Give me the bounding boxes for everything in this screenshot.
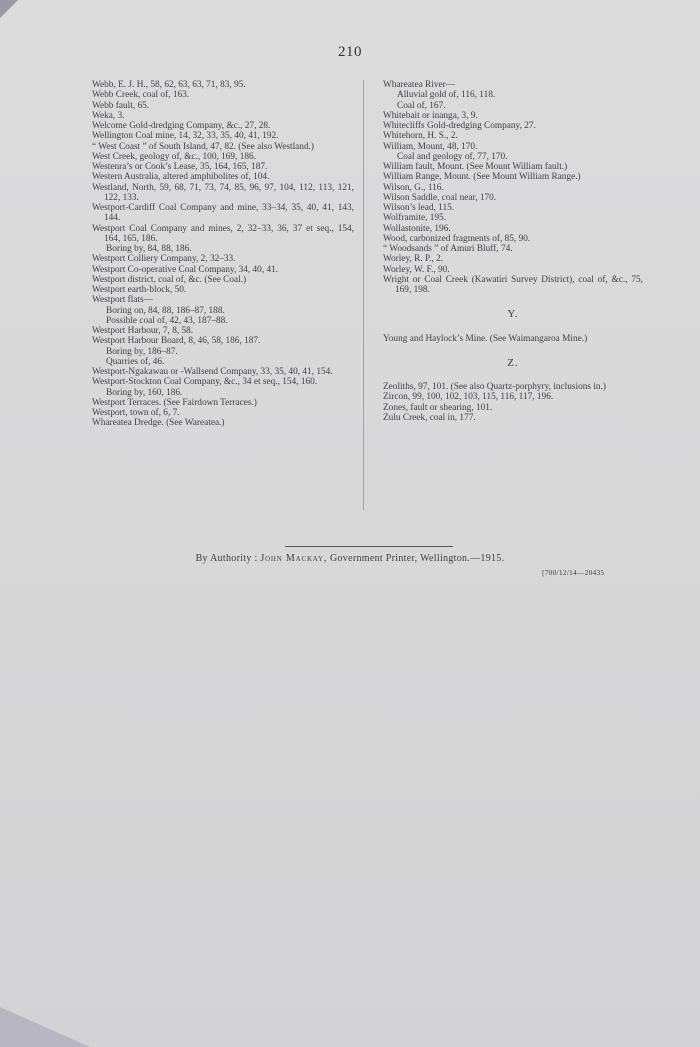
index-subentry: Alluvial gold of, 116, 118. xyxy=(397,90,496,101)
index-entry: Young and Haylock’s Mine. (See Waimangaroa Mine.) xyxy=(383,333,588,344)
index-entry: Webb, E. J. H., 58, 62, 63, 63, 71, 83, 95. xyxy=(92,80,246,90)
index-entry: Wilson Saddle, coal near, 170. xyxy=(383,192,497,203)
index-entry: Wolframite, 195. xyxy=(383,213,447,224)
index-entry: “ West Coast ” of South Island, 47, 82. (See also Westland.) xyxy=(92,141,315,152)
index-entry: Worley, W. F., 90. xyxy=(383,264,450,275)
index-entry: Westport Harbour, 7, 8, 58. xyxy=(92,326,194,336)
imprint-suffix: Government Printer, Wellington.—1915. xyxy=(329,553,505,564)
index-entry: Westport-Stockton Coal Company, &c., 34 et seq., 154, 160. xyxy=(92,377,318,388)
index-entry: Westport-Cardiff Coal Company and mine, 33–34, 35, 40, 41, 143, 144. xyxy=(92,203,354,224)
index-entry: Wright or Coal Creek (Kawatiri Survey District), coal of, &c., 75, 169, 198. xyxy=(383,274,643,295)
index-entry: Whareatea Dredge. (See Wareatea.) xyxy=(92,418,225,429)
index-entry: Zones, fault or shearing, 101. xyxy=(383,402,493,413)
index-entry: Westport, town of, 6, 7. xyxy=(92,408,180,418)
imprint-divider xyxy=(285,546,453,547)
index-entry: Zeoliths, 97, 101. (See also Quartz-porphyry, inclusions in.) xyxy=(383,382,606,392)
column-divider xyxy=(363,80,364,510)
section-letter-y: Y. xyxy=(507,308,519,321)
index-entry: Zulu Creek, coal in, 177. xyxy=(383,412,476,423)
index-entry: Whitehorn, H. S., 2. xyxy=(383,131,458,142)
index-entry: William Range, Mount. (See Mount William Range.) xyxy=(383,172,581,183)
index-entry: Westport flats— xyxy=(92,295,153,306)
printer-imprint xyxy=(0,553,700,564)
index-entry: Whitecliffs Gold-dredging Company, 27. xyxy=(383,121,536,131)
page-number: 210 xyxy=(338,44,362,60)
index-entry: Westport Colliery Company, 2, 32–33. xyxy=(92,254,236,265)
index-column-left xyxy=(92,80,354,429)
index-entry: Westport district, coal of, &c. (See Coal.) xyxy=(92,274,247,285)
imprint-prefix: By Authority : xyxy=(195,553,258,564)
index-entry: Worley, R. P., 2. xyxy=(383,254,444,265)
index-subentry: Coal and geology of, 77, 170. xyxy=(397,151,508,162)
index-subentry: Boring by, 84, 88, 186. xyxy=(106,244,192,254)
index-entry: Wilson, G., 116. xyxy=(383,182,444,193)
index-entry: Webb fault, 65. xyxy=(92,100,150,111)
print-code: [700/12/14—20435 xyxy=(542,568,605,577)
index-subentry: Boring by, 160, 186. xyxy=(106,387,183,398)
index-subentry: Boring on, 84, 88, 186–87, 188. xyxy=(106,305,225,316)
index-entry: Welcome Gold-dredging Company, &c., 27, 28. xyxy=(92,121,271,131)
index-entry: Westport Coal Company and mines, 2, 32–33, 36, 37 et seq., 154, 164, 165, 186. xyxy=(92,223,354,244)
index-entry: Webb Creek, coal of, 163. xyxy=(92,90,190,101)
page-corner-shadow xyxy=(0,0,18,18)
index-entry: William, Mount, 48, 170. xyxy=(383,141,478,152)
index-entry: Wood, carbonized fragments of, 85, 90. xyxy=(383,233,531,244)
imprint-printer-name: John Mackay, xyxy=(260,553,328,564)
index-entry: Whitebait or inanga, 3, 9. xyxy=(383,110,478,121)
index-column-right xyxy=(383,80,643,423)
index-entry: Zircon, 99, 100, 102, 103, 115, 116, 117, 196. xyxy=(383,392,554,403)
index-entry: Westport-Ngakawau or -Wallsend Company, 33, 35, 40, 41, 154. xyxy=(92,367,333,377)
index-entries-y xyxy=(383,334,643,344)
index-entry: Westport Terraces. (See Fairdown Terraces.) xyxy=(92,397,257,408)
index-entry: Wilson’s lead, 115. xyxy=(383,203,455,213)
index-entry: Wollastonite, 196. xyxy=(383,223,451,234)
index-entry: Whareatea River— xyxy=(383,80,456,90)
index-subentry: Boring by, 186–87. xyxy=(106,346,178,357)
index-entry: West Creek, geology of, &c., 100, 169, 186. xyxy=(92,151,256,162)
index-entry: Westport Co-operative Coal Company, 34, 40, 41. xyxy=(92,264,279,275)
section-letter-z: Z. xyxy=(507,356,519,369)
index-entry: Western Australia, altered amphibolites of, 104. xyxy=(92,172,270,183)
index-entry: Westenra’s or Cook’s Lease, 35, 164, 165, 187. xyxy=(92,162,268,172)
index-subentry: Quarries of, 46. xyxy=(106,356,165,367)
index-entry: Weka, 3. xyxy=(92,110,125,121)
index-entries-z xyxy=(383,382,643,423)
index-entry: Wellington Coal mine, 14, 32, 33, 35, 40, 41, 192. xyxy=(92,131,279,142)
index-entry: Westport earth-block, 50. xyxy=(92,285,187,295)
index-entries-w xyxy=(383,80,643,295)
index-subentry: Coal of, 167. xyxy=(397,100,446,111)
index-subentry: Possible coal of, 42, 43, 187–88. xyxy=(106,315,228,326)
index-entry: “ Woodsands ” of Amuri Bluff, 74. xyxy=(383,244,513,254)
page-corner-shadow-bottom xyxy=(0,1007,90,1047)
index-entry: Westland, North, 59, 68, 71, 73, 74, 85, 96, 97, 104, 112, 113, 121, 122, 133. xyxy=(92,182,354,203)
index-entry: Westport Harbour Board, 8, 46, 58, 186, 187. xyxy=(92,336,261,347)
index-entry: William fault, Mount. (See Mount William fault.) xyxy=(383,162,568,172)
